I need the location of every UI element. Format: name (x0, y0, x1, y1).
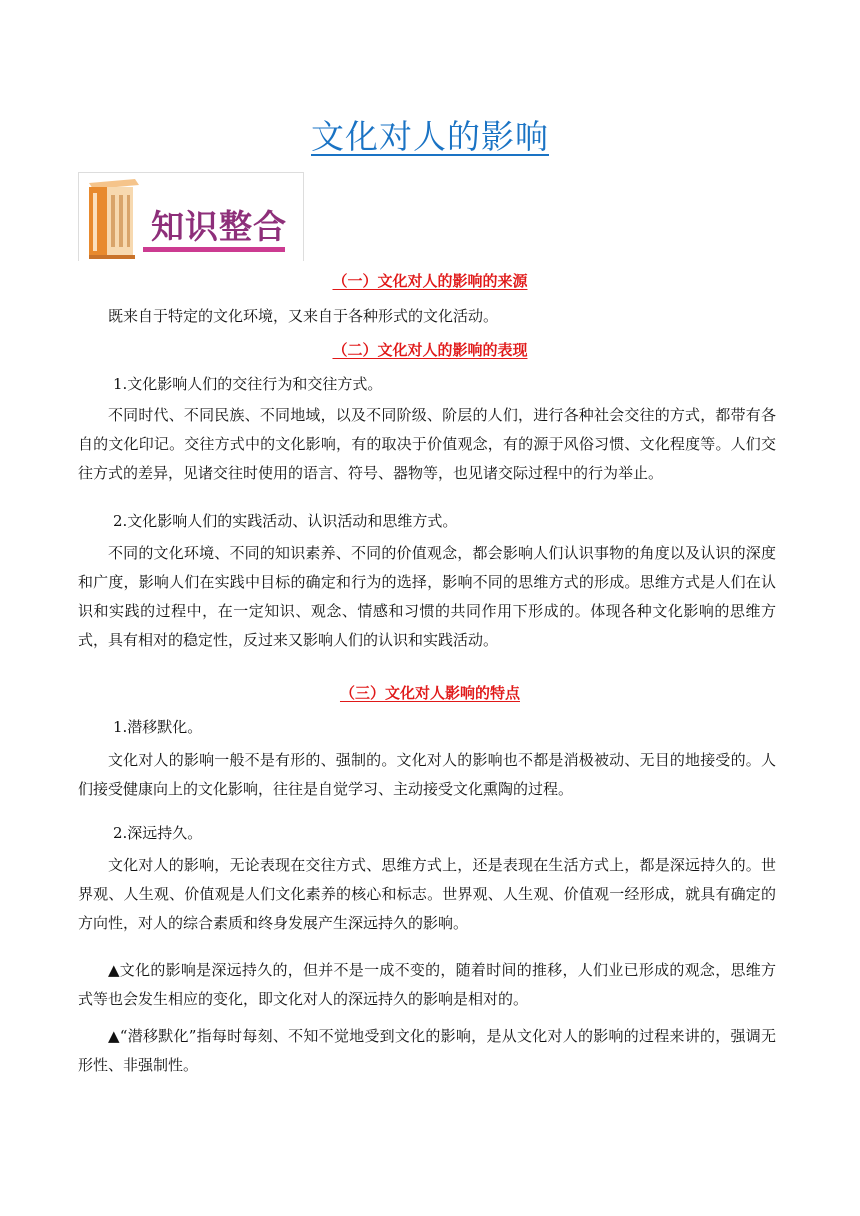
page-title-text: 文化对人的影响 (311, 117, 549, 156)
paragraph-subtle: 文化对人的影响一般不是有形的、强制的。文化对人的影响也不都是消极被动、无目的地接受的。人们接受健康向上的文化影响，往往是自觉学习、主动接受文化熏陶的过程。 (78, 751, 776, 798)
section-heading-manifestation: （二）文化对人的影响的表现 (332, 341, 528, 359)
section-heading-source: （一）文化对人的影响的来源 (332, 272, 528, 290)
knowledge-badge (78, 172, 304, 261)
paragraph-lasting: 文化对人的影响，无论表现在交往方式、思维方式上，还是表现在生活方式上，都是深远持久的。世界观、人生观、价值观是人们文化素养的核心和标志。世界观、人生观、价值观一经形成，就具有确定的方向性，对人的综合素质和终身发展产生深远持久的影响。 (78, 856, 776, 932)
paragraph-communication: 不同时代、不同民族、不同地域，以及不同阶级、阶层的人们，进行各种社会交往的方式，都带有各自的文化印记。交往方式中的文化影响，有的取决于价值观念，有的源于风俗习惯、文化程度等。人们交往方式的差异，见诸交往时使用的语言、符号、器物等，也见诸交际过程中的行为举止。 (78, 406, 776, 482)
note-relative: ▲文化的影响是深远持久的，但并不是一成不变的，随着时间的推移，人们业已形成的观念，思维方式等也会发生相应的变化，即文化对人的深远持久的影响是相对的。 (78, 961, 776, 1008)
item-heading-thinking: 2.文化影响人们的实践活动、认识活动和思维方式。 (113, 512, 458, 530)
badge-underline (143, 247, 285, 252)
note-subtle-influence: ▲“潜移默化”指每时每刻、不知不觉地受到文化的影响，是从文化对人的影响的过程来讲的，强调无形性、非强制性。 (78, 1027, 776, 1074)
paragraph-thinking: 不同的文化环境、不同的知识素养、不同的价值观念，都会影响人们认识事物的角度以及认识的深度和广度，影响人们在实践中目标的确定和行为的选择，影响不同的思维方式的形成。思维方式是人们在认识和实践的过程中，在一定知识、观念、情感和习惯的共同作用下形成的。体现各种文化影响的思维方式，具有相对的稳定性，反过来又影响人们的认识和实践活动。 (78, 544, 776, 649)
item-heading-subtle: 1.潜移默化。 (113, 718, 203, 736)
badge-label: 知识整合 (151, 207, 287, 246)
item-heading-lasting: 2.深远持久。 (113, 824, 203, 842)
source-text: 既来自于特定的文化环境，又来自于各种形式的文化活动。 (108, 307, 499, 325)
section-heading-characteristics: （三）文化对人影响的特点 (339, 684, 520, 702)
item-heading-communication: 1.文化影响人们的交往行为和交往方式。 (113, 375, 383, 393)
book-icon (83, 177, 143, 261)
page-title (0, 112, 860, 162)
